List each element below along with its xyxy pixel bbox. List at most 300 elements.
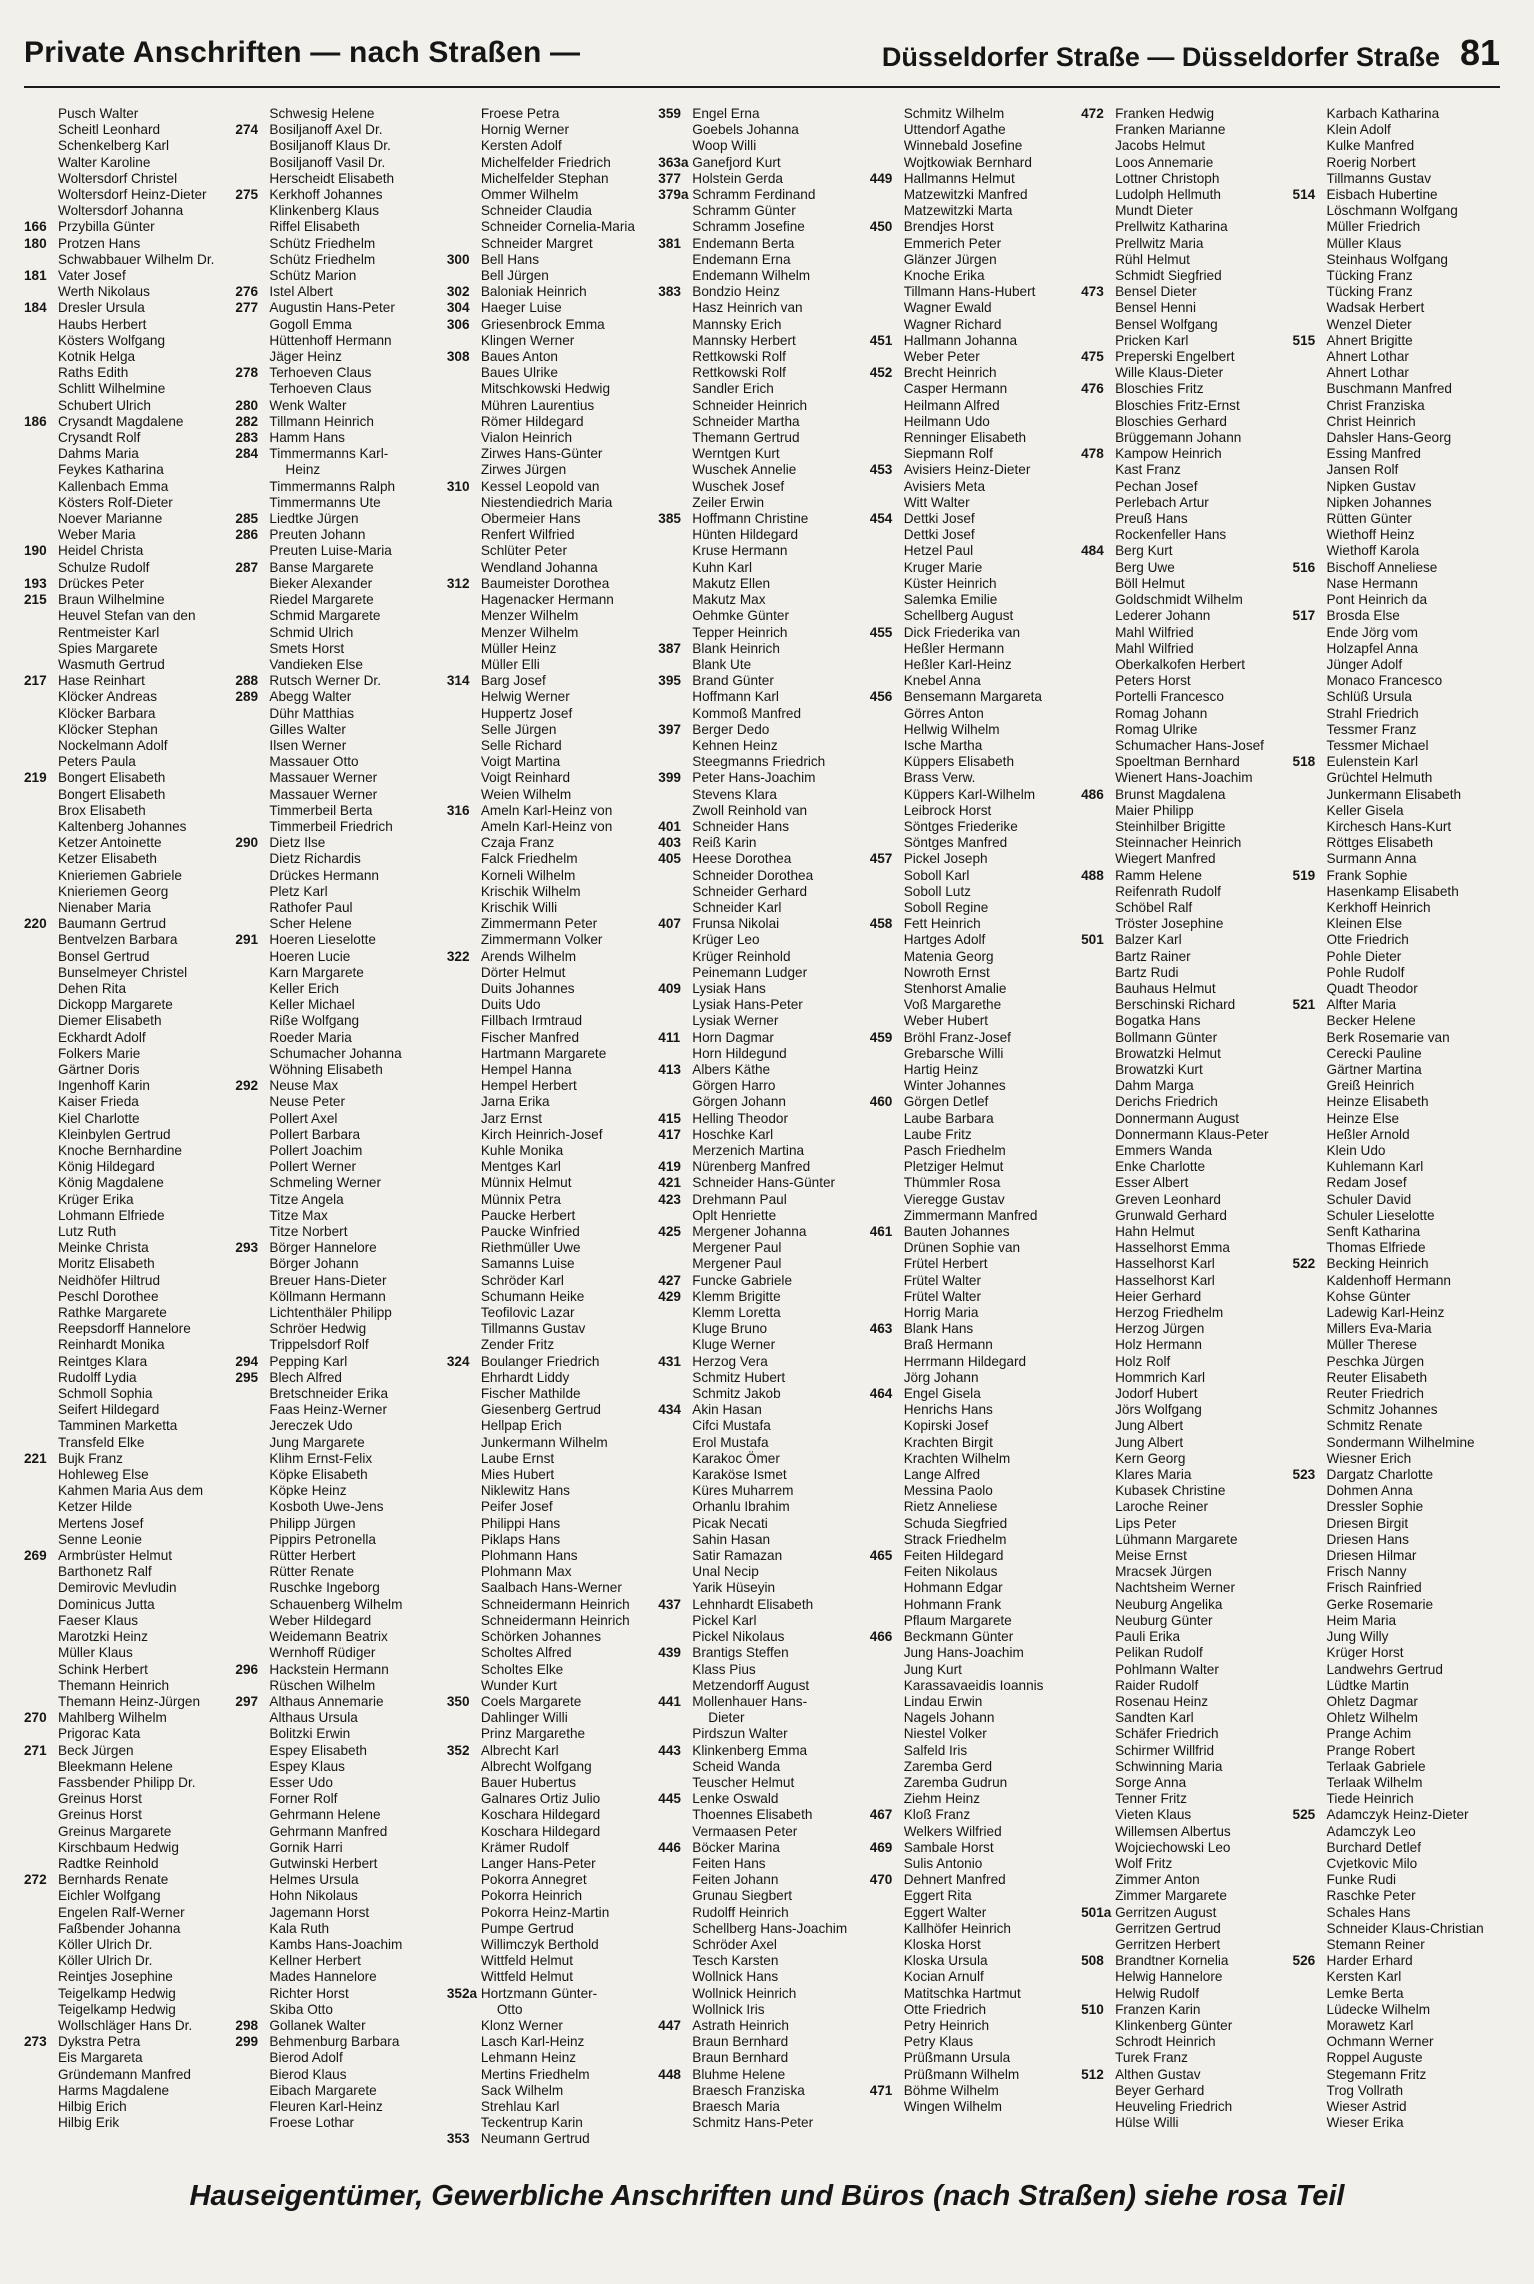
address-entry [1081, 1175, 1284, 1191]
address-entry [447, 1937, 650, 1953]
resident-name: Titze Max [269, 1207, 328, 1223]
address-entry [870, 527, 1073, 543]
address-entry [1081, 1662, 1284, 1678]
resident-name: Niestendiedrich Maria [480, 494, 613, 510]
address-entry [447, 511, 650, 527]
address-entry [658, 1824, 861, 1840]
resident-name: Hartmann Margarete [480, 1045, 607, 1061]
resident-name: Holz Rolf [1115, 1353, 1171, 1369]
address-entry [235, 997, 438, 1013]
resident-name: Hallmann Johanna [903, 332, 1018, 348]
resident-name: Orhanlu Ibrahim [692, 1499, 790, 1515]
resident-name: Bensel Dieter [1115, 284, 1197, 300]
address-entry [1293, 543, 1496, 559]
address-entry [1293, 1694, 1496, 1710]
address-entry [1081, 171, 1284, 187]
resident-name: Franzen Karin [1115, 2001, 1201, 2017]
address-entry [24, 2115, 227, 2131]
address-entry [1293, 592, 1496, 608]
resident-name: Faeser Klaus [58, 1612, 139, 1628]
address-entry [447, 1030, 650, 1046]
house-number: 472 [1081, 106, 1104, 121]
address-entry [1081, 1289, 1284, 1305]
house-number: 314 [446, 673, 470, 689]
address-entry [235, 2067, 438, 2083]
address-entry [1081, 527, 1284, 543]
resident-name: Vialon Heinrich [480, 430, 573, 446]
address-entry [24, 317, 227, 333]
address-entry [24, 1856, 227, 1872]
resident-name: Schmitz Hubert [692, 1369, 786, 1385]
address-entry [24, 916, 227, 932]
resident-name: Kessel Leopold van [480, 478, 600, 494]
resident-name: Jansen Rolf [1326, 462, 1399, 478]
resident-name: Heim Maria [1326, 1612, 1397, 1628]
address-entry [1081, 1678, 1284, 1694]
address-entry [1293, 2115, 1496, 2131]
address-entry [1293, 1321, 1496, 1337]
resident-name: Greinus Horst [58, 1791, 142, 1807]
resident-name: Ketzer Elisabeth [58, 851, 157, 867]
resident-name: Lichtenthäler Philipp [269, 1305, 392, 1321]
resident-name: Klemm Brigitte [692, 1288, 781, 1304]
resident-name: Jung Albert [1115, 1418, 1184, 1434]
resident-name: Herzog Vera [692, 1353, 768, 1369]
address-entry [870, 1305, 1073, 1321]
address-entry [1081, 430, 1284, 446]
address-entry [870, 835, 1073, 851]
resident-name: Derichs Friedrich [1115, 1094, 1218, 1110]
resident-name: Pont Heinrich da [1326, 592, 1428, 608]
resident-name: Althaus Ursula [269, 1710, 358, 1726]
address-entry [24, 1516, 227, 1532]
address-entry [1293, 1030, 1496, 1046]
resident-name: Protzen Hans [58, 235, 141, 251]
resident-name: Becking Heinrich [1326, 1256, 1429, 1272]
address-entry [658, 333, 861, 349]
resident-name: Berg Kurt [1115, 543, 1173, 559]
resident-name: Bloschies Fritz [1115, 381, 1204, 397]
address-entry [235, 706, 438, 722]
house-number: 306 [446, 316, 470, 332]
resident-name: Köpke Heinz [269, 1483, 347, 1499]
resident-name: Drünen Sophie van [903, 1240, 1021, 1256]
address-entry [870, 171, 1073, 187]
address-entry [447, 900, 650, 916]
resident-name: Knoche Bernhardine [58, 1143, 182, 1158]
resident-name: Engel Erna [692, 106, 760, 121]
address-entry [870, 1402, 1073, 1418]
resident-name: Jörs Wolfgang [1115, 1402, 1202, 1418]
address-entry [870, 1143, 1073, 1159]
resident-name: Wasmuth Gertrud [58, 656, 165, 672]
resident-name: Eis Margareta [58, 2050, 143, 2066]
address-entry [1293, 1710, 1496, 1726]
address-entry [447, 592, 650, 608]
column-4 [654, 106, 865, 2154]
resident-name: Nipken Gustav [1326, 478, 1416, 494]
address-entry [658, 1532, 861, 1548]
resident-name: Hommrich Karl [1115, 1369, 1205, 1385]
address-entry [1293, 236, 1496, 252]
address-entry [1081, 997, 1284, 1013]
resident-name: Donnermann Klaus-Peter [1115, 1126, 1269, 1142]
resident-name: Mannsky Herbert [692, 332, 796, 348]
address-entry [1293, 1175, 1496, 1191]
address-entry [870, 1483, 1073, 1499]
house-number: 298 [235, 2017, 259, 2033]
resident-name: Schneider Hans-Günter [692, 1175, 836, 1191]
resident-name: Drehmann Paul [692, 1191, 787, 1207]
address-entry [870, 1532, 1073, 1548]
resident-name: Korneli Wilhelm [480, 867, 576, 883]
resident-name: Knieriemen Gabriele [58, 867, 182, 883]
resident-name: Bosiljanoff Axel Dr. [269, 122, 383, 138]
address-entry [24, 333, 227, 349]
resident-name: Schneider Klaus-Christian [1326, 1920, 1484, 1936]
address-entry [235, 1159, 438, 1175]
resident-name: Dietz Richardis [269, 851, 361, 867]
address-entry [1293, 1451, 1496, 1467]
address-entry [658, 900, 861, 916]
address-entry [658, 122, 861, 138]
resident-name: Klass Pius [692, 1661, 756, 1677]
resident-name: Dresler Ursula [58, 300, 145, 316]
resident-name: Obermeier Hans [480, 511, 581, 527]
house-number: 453 [869, 462, 893, 478]
address-entry [870, 1321, 1073, 1337]
address-entry [24, 2018, 227, 2034]
address-entry [447, 106, 650, 122]
resident-name: Langer Hans-Peter [480, 1855, 596, 1871]
resident-name: Czaja Franz [480, 835, 555, 851]
resident-name: Köller Ulrich Dr. [58, 1953, 153, 1969]
address-entry [447, 446, 650, 462]
address-entry [1293, 932, 1496, 948]
resident-name: Diemer Elisabeth [58, 1013, 162, 1029]
address-entry [1293, 835, 1496, 851]
address-entry [24, 511, 227, 527]
resident-name: Prange Robert [1326, 1742, 1415, 1758]
resident-name: Müller Friedrich [1326, 219, 1421, 235]
address-entry [447, 1062, 650, 1078]
address-entry [658, 608, 861, 624]
address-entry [235, 835, 438, 851]
address-entry [1293, 2050, 1496, 2066]
address-entry [1293, 1111, 1496, 1127]
resident-name: Glänzer Jürgen [903, 251, 997, 267]
address-entry [1081, 2034, 1284, 2050]
house-number: 407 [658, 916, 681, 932]
resident-name: Schales Hans [1326, 1904, 1411, 1920]
resident-name: Burchard Detlef [1326, 1839, 1421, 1855]
address-entry [24, 300, 227, 316]
resident-name: Schirmer Willfrid [1115, 1742, 1215, 1758]
address-entry [658, 1418, 861, 1434]
address-entry [1293, 1127, 1496, 1143]
resident-name: Krüger Reinhold [692, 948, 791, 964]
resident-name: Hasselhorst Emma [1115, 1240, 1230, 1256]
resident-name: Pollert Axel [269, 1110, 338, 1126]
resident-name: Kerkhoff Heinrich [1326, 899, 1431, 915]
resident-name: Herzog Jürgen [1115, 1321, 1205, 1337]
address-entry [235, 1337, 438, 1353]
resident-name: Köller Ulrich Dr. [58, 1936, 153, 1952]
address-entry [1293, 722, 1496, 738]
resident-name: Kala Ruth [269, 1920, 330, 1936]
resident-name: Roppel Auguste [1326, 2050, 1423, 2066]
address-entry [447, 1969, 650, 1985]
resident-name: Schneider Gerhard [692, 883, 808, 899]
resident-name: Brendjes Horst [903, 219, 994, 235]
address-entry [235, 511, 438, 527]
resident-name: Eckhardt Adolf [58, 1029, 146, 1045]
address-entry [447, 754, 650, 770]
resident-name: Hahn Helmut [1115, 1224, 1195, 1240]
address-entry [1293, 1662, 1496, 1678]
address-entry [447, 1467, 650, 1483]
resident-name: Wiethoff Heinz [1326, 527, 1415, 543]
resident-name: Kirschbaum Hedwig [58, 1839, 179, 1855]
house-number: 405 [658, 851, 681, 867]
resident-name: Peters Paula [58, 754, 136, 770]
address-entry [235, 414, 438, 430]
resident-name: Riffel Elisabeth [269, 219, 360, 235]
address-entry [235, 2115, 438, 2131]
resident-name: Koschara Hildegard [480, 1823, 601, 1839]
resident-name: Fleuren Karl-Heinz [269, 2098, 383, 2114]
address-entry [235, 1921, 438, 1937]
resident-name: Sandten Karl [1115, 1710, 1194, 1726]
address-entry [1081, 2099, 1284, 2115]
address-entry [24, 1289, 227, 1305]
address-entry [24, 803, 227, 819]
address-entry [1081, 884, 1284, 900]
resident-name: Witt Walter [903, 494, 970, 510]
resident-name: Schmidt Siegfried [1115, 268, 1222, 284]
address-entry [447, 738, 650, 754]
address-entry [1293, 1418, 1496, 1434]
address-entry [1081, 1645, 1284, 1661]
address-entry [1293, 1678, 1496, 1694]
address-entry [870, 365, 1073, 381]
address-entry [1081, 819, 1284, 835]
address-entry [235, 300, 438, 316]
resident-name: Dahsler Hans-Georg [1326, 430, 1452, 446]
resident-name: Bogatka Hans [1115, 1013, 1201, 1029]
resident-name: Oberkalkofen Herbert [1115, 656, 1246, 672]
address-entry [447, 1370, 650, 1386]
resident-name: Bauten Johannes [903, 1224, 1010, 1240]
resident-name: Prange Achim [1326, 1726, 1412, 1742]
address-entry [1081, 1597, 1284, 1613]
address-entry [447, 722, 650, 738]
resident-name: Otte Friedrich [903, 2001, 987, 2017]
resident-name: Salemka Emilie [903, 592, 998, 608]
address-entry [870, 1354, 1073, 1370]
resident-name: Engel Gisela [903, 1386, 981, 1402]
resident-name: Braß Hermann [903, 1337, 993, 1353]
address-entry [870, 2099, 1073, 2115]
resident-name: Metzendorff August [692, 1677, 810, 1693]
resident-name: Pokorra Heinrich [480, 1888, 583, 1904]
address-entry [1081, 414, 1284, 430]
address-entry [447, 787, 650, 803]
resident-name: Stenhorst Amalie [903, 980, 1007, 996]
address-entry [658, 1937, 861, 1953]
address-entry [1081, 1224, 1284, 1240]
resident-name: Voigt Reinhard [480, 770, 571, 786]
address-entry [870, 155, 1073, 171]
address-entry [1293, 171, 1496, 187]
address-entry [24, 851, 227, 867]
address-entry [1081, 1548, 1284, 1564]
resident-name: Schauenberg Wilhelm [269, 1596, 403, 1612]
resident-name: Thümmler Rosa [903, 1175, 1001, 1191]
resident-name: Feiten Hildegard [903, 1548, 1004, 1564]
address-entry [1081, 868, 1284, 884]
resident-name: Steegmanns Friedrich [692, 754, 826, 770]
address-entry [658, 1240, 861, 1256]
address-entry [24, 187, 227, 203]
resident-name: Schmitz Johannes [1326, 1402, 1438, 1418]
address-entry [870, 738, 1073, 754]
address-entry [870, 1921, 1073, 1937]
address-entry [1081, 138, 1284, 154]
address-entry [1081, 203, 1284, 219]
resident-name: Gerke Rosemarie [1326, 1596, 1434, 1612]
resident-name: Müller Klaus [1326, 235, 1402, 251]
address-entry [447, 479, 650, 495]
address-entry [1081, 608, 1284, 624]
resident-name: Funke Rudi [1326, 1872, 1397, 1888]
resident-name: Görres Anton [903, 705, 984, 721]
resident-name: Kirch Heinrich-Josef [480, 1126, 603, 1142]
resident-name: Wienert Hans-Joachim [1115, 770, 1253, 786]
resident-name: Tessmer Franz [1326, 721, 1417, 737]
resident-name: Hornig Werner [480, 122, 569, 138]
address-entry [24, 1775, 227, 1791]
address-entry [1293, 1629, 1496, 1645]
resident-name: Jung Margarete [269, 1434, 365, 1450]
resident-name: Fillbach Irmtraud [480, 1013, 583, 1029]
house-number: 322 [446, 948, 470, 964]
resident-name: Feykes Katharina [58, 462, 164, 478]
resident-name: Werntgen Kurt [692, 446, 780, 462]
house-number: 181 [24, 268, 47, 284]
resident-name: Görgen Harro [692, 1078, 776, 1094]
address-entry [1081, 1273, 1284, 1289]
address-entry [1081, 932, 1284, 948]
address-entry [235, 1451, 438, 1467]
resident-name: Pollert Joachim [269, 1143, 363, 1158]
resident-name: Bloschies Fritz-Ernst [1115, 397, 1240, 413]
address-entry [235, 171, 438, 187]
resident-name: Winter Johannes [903, 1078, 1006, 1094]
address-entry [235, 900, 438, 916]
address-entry [1293, 349, 1496, 365]
resident-name: Krüger Horst [1326, 1645, 1404, 1661]
address-entry [870, 981, 1073, 997]
address-entry [24, 1888, 227, 1904]
address-entry [24, 1402, 227, 1418]
resident-name: Ludolph Hellmuth [1115, 187, 1221, 203]
address-entry [447, 965, 650, 981]
resident-name: Tillmanns Gustav [480, 1321, 586, 1337]
address-entry [447, 1694, 650, 1710]
resident-name: Lühmann Margarete [1115, 1531, 1238, 1547]
resident-name: Nowroth Ernst [903, 964, 990, 980]
address-entry [658, 657, 861, 673]
address-entry [1081, 479, 1284, 495]
resident-name: Knebel Anna [903, 673, 981, 689]
address-entry [24, 1937, 227, 1953]
resident-name: Neuburg Günter [1115, 1612, 1213, 1628]
address-entry [447, 689, 650, 705]
address-entry [658, 155, 861, 171]
resident-name: Pickel Nikolaus [692, 1629, 785, 1645]
resident-name: Paucke Winfried [480, 1224, 580, 1240]
address-entry [1293, 1888, 1496, 1904]
address-entry [1293, 1937, 1496, 1953]
resident-name: Holz Hermann [1115, 1337, 1202, 1353]
resident-name: Wagner Richard [903, 316, 1002, 332]
address-entry [870, 1872, 1073, 1888]
address-entry [1293, 252, 1496, 268]
address-entry [1293, 1467, 1496, 1483]
address-entry [447, 1078, 650, 1094]
address-entry [1081, 916, 1284, 932]
resident-name: Dohmen Anna [1326, 1483, 1413, 1499]
address-entry [1293, 1386, 1496, 1402]
resident-name: Engelen Ralf-Werner [58, 1904, 185, 1920]
resident-name: Schmitz Wilhelm [903, 106, 1005, 121]
resident-name: Grüchtel Helmuth [1326, 770, 1433, 786]
resident-name: Beyer Gerhard [1115, 2082, 1205, 2098]
resident-name: Richter Horst [269, 1985, 349, 2001]
address-entry [1081, 1613, 1284, 1629]
resident-name: Gerritzen August [1115, 1904, 1217, 1920]
address-entry [447, 2131, 650, 2147]
resident-name: Ohletz Dagmar [1326, 1693, 1418, 1709]
address-entry [235, 527, 438, 543]
resident-name: Pletz Karl [269, 883, 328, 899]
address-entry [447, 284, 650, 300]
resident-name: Massauer Werner [269, 786, 378, 802]
resident-name: Eibach Margarete [269, 2082, 377, 2098]
address-entry [24, 884, 227, 900]
resident-name: Selle Richard [480, 737, 562, 753]
address-entry [24, 1143, 227, 1159]
resident-name: Peinemann Ludger [692, 964, 808, 980]
resident-name: Mertins Friedhelm [480, 2066, 590, 2082]
address-entry [1293, 1159, 1496, 1175]
address-entry [658, 543, 861, 559]
resident-name: Pirdszun Walter [692, 1726, 788, 1742]
address-entry [870, 1256, 1073, 1272]
resident-name: Schneider Claudia [480, 203, 592, 219]
address-entry [870, 1240, 1073, 1256]
resident-name: Kambs Hans-Joachim [269, 1936, 403, 1952]
address-entry [870, 1224, 1073, 1240]
address-entry [24, 414, 227, 430]
address-entry [1081, 1483, 1284, 1499]
resident-name: Tücking Franz [1326, 284, 1413, 300]
address-entry [658, 2115, 861, 2131]
house-number: 526 [1292, 1953, 1316, 1969]
resident-name: Kluge Bruno [692, 1321, 768, 1337]
house-number: 476 [1081, 381, 1104, 397]
